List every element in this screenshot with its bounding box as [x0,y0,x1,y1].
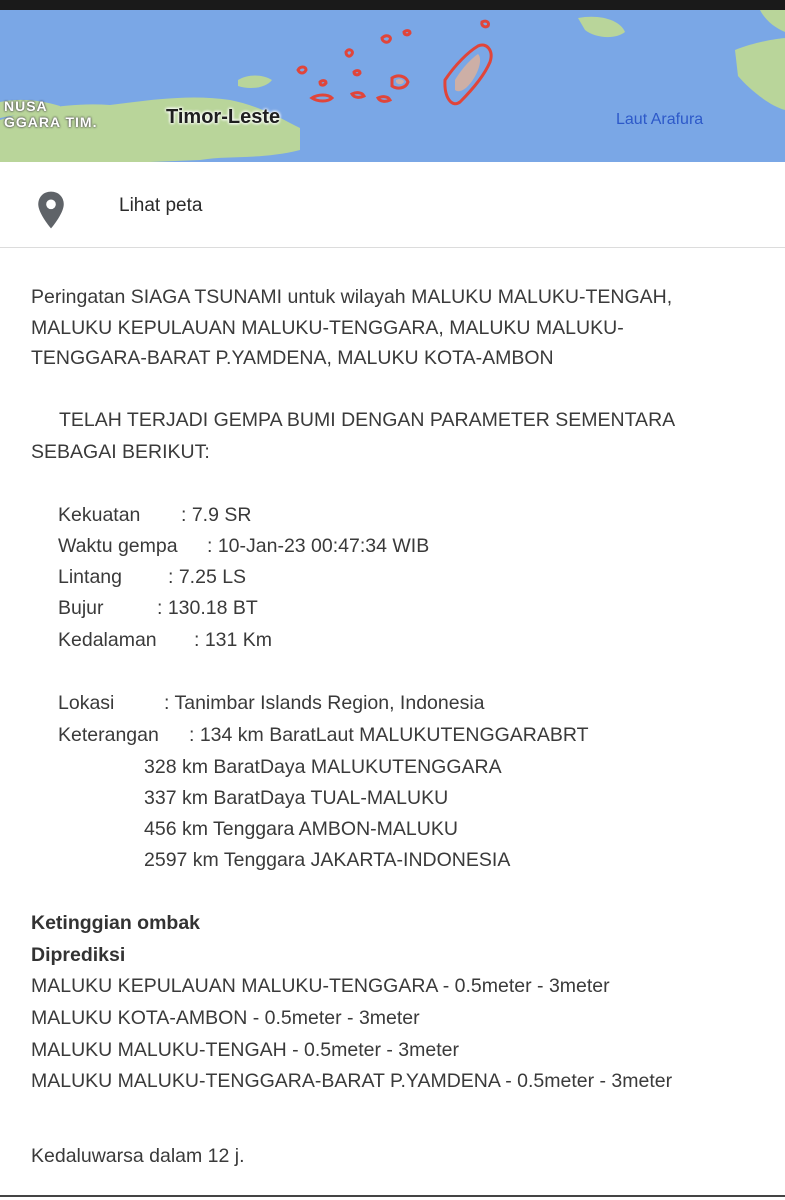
land-island-small [238,76,272,89]
wave-line-4: MALUKU MALUKU-TENGGARA-BARAT P.YAMDENA - 0.5meter - 3meter [31,1070,673,1092]
note-line-1: : 134 km BaratLaut MALUKUTENGGARABRT [189,724,589,746]
expiry-text: Kedaluwarsa dalam 12 j. [31,1145,245,1167]
warning-line-1: Peringatan SIAGA TSUNAMI untuk wilayah MALUKU MALUKU-TENGAH, [31,286,673,308]
wave-line-2: MALUKU KOTA-AMBON - 0.5meter - 3meter [31,1007,420,1029]
notes-label: Keterangan [58,724,159,746]
param-value-latitude: : 7.25 LS [168,566,247,588]
map-preview[interactable] [0,10,785,162]
param-label-magnitude: Kekuatan [58,504,141,526]
note-line-2: 328 km BaratDaya MALUKUTENGGARA [144,756,502,778]
intro-line-2: SEBAGAI BERIKUT: [31,441,210,463]
location-label: Lokasi [58,692,115,714]
warning-line-2: MALUKU KEPULAUAN MALUKU-TENGGARA, MALUKU MALUKU- [31,317,624,339]
param-value-time: : 10-Jan-23 00:47:34 WIB [207,535,430,557]
wave-title: Ketinggian ombak [31,912,201,934]
wave-line-3: MALUKU MALUKU-TENGAH - 0.5meter - 3meter [31,1039,460,1061]
warning-line-3: TENGGARA-BARAT P.YAMDENA, MALUKU KOTA-AMBON [31,347,554,369]
bottom-divider [0,1195,785,1197]
map-label-nusa-tenggara: NUSA GGARA TIM. [4,98,98,130]
wave-line-1: MALUKU KEPULAUAN MALUKU-TENGGARA - 0.5meter - 3meter [31,975,610,997]
view-map-label: Lihat peta [119,195,203,216]
location-value: : Tanimbar Islands Region, Indonesia [164,692,485,714]
param-value-longitude: : 130.18 BT [157,597,258,619]
note-line-5: 2597 km Tenggara JAKARTA-INDONESIA [144,849,511,871]
wave-subtitle: Diprediksi [31,944,126,966]
param-label-latitude: Lintang [58,566,122,588]
param-value-depth: : 131 Km [194,629,273,651]
land-northeast [578,17,625,37]
note-line-4: 456 km Tenggara AMBON-MALUKU [144,818,458,840]
top-edge [0,0,785,10]
map-graphic [0,10,785,162]
land-east [735,38,785,110]
view-map-row[interactable] [0,162,785,248]
location-pin-icon [34,190,68,235]
intro-line-1: TELAH TERJADI GEMPA BUMI DENGAN PARAMETER SEMENTARA [59,409,676,431]
map-label-timor-leste: Timor-Leste [166,106,281,128]
alert-fill [396,54,480,91]
param-label-time: Waktu gempa [58,535,178,557]
param-label-depth: Kedalaman [58,629,157,651]
alert-regions [298,21,491,104]
map-label-arafura-sea: Laut Arafura [616,111,704,128]
land-east-top [760,10,785,32]
note-line-3: 337 km BaratDaya TUAL-MALUKU [144,787,449,809]
param-label-longitude: Bujur [58,597,104,619]
param-value-magnitude: : 7.9 SR [181,504,252,526]
